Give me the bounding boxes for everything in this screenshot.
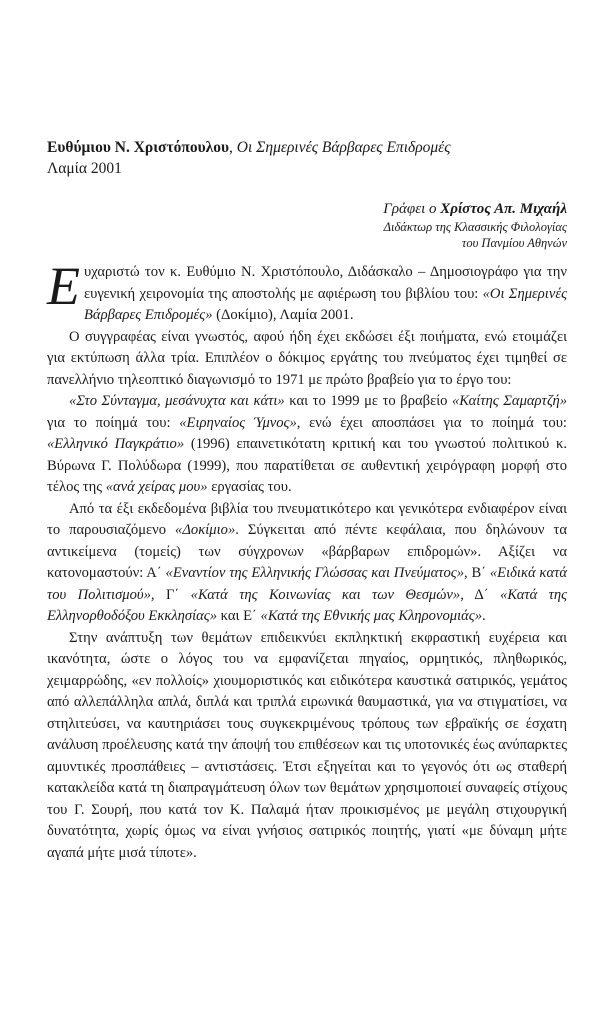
p1-text-c: (Δοκίμιο), Λαμία 2001. — [212, 307, 354, 323]
p3-h: (1996) επαινετικότατη κριτική και του γνωστού πολιτικού κ. Βύρωνα Γ. Πολύδωρα (1999), που παρατίθεται σε αυθεντική χειρόγραφη μορφή στο τέλος της — [47, 436, 567, 495]
place-year: Λαμία 2001 — [47, 160, 122, 177]
reviewer-name: Χρίστος Απ. Μιχαήλ — [440, 201, 567, 217]
paragraph-5: Στην ανάπτυξη των θεμάτων επιδεικνύει εκπληκτική εκφραστική ευχέρεια και ικανότητα, ώστε ο λόγος του να εμφανίζεται πηγαίος, ορμητικός, πληθωρικός, χειμαρρώδης, «εν πολλοίς» χιουμοριστικός και ειδικότερα καυστικά σατιρικός, γεμάτος από αλλεπάλληλα απλά, διπλά και τριπλά ειρωνικά θαυμαστικά, για να στιγματίσει, να στηλιτεύσει, να καυτηριάσει τους συγκεκριμένους τρόπους των εβραϊκής σε έσχατη ανάλυση προέλευσης κατά την άποψή του επιθέσεων και τις υποτονικές έως ανύπαρκτες αμυντικές προσπάθειες – αντιστάσεις. Έτσι εξηγείται και το γεγονός ότι ως σταθερή κατακλείδα κατά τη διαπραγμάτευση όλων των θεμάτων χρησιμοποιεί συναφείς στίχους του Γ. Σουρή, που κατά τον Κ. Παλαμά ήταν προικισμένος με μεγάλη στιχουργική δυνατότητα, χωρίς όμως να είναι γνήσιος σατιρικός ποιητής, γιατί «με δύναμη μήτε αγαπά μήτε μισά τίποτε». — [47, 629, 567, 861]
p3-c: «Καίτης Σαμαρτζή» — [451, 393, 567, 409]
p4-i: , Δ΄ — [460, 586, 501, 603]
p1-book-title: «Οι Σημερινές Βάρβαρες Επιδρομές» — [84, 285, 567, 323]
book-title: Οι Σημερινές Βάρβαρες Επιδρομές — [236, 139, 451, 156]
book-heading — [47, 137, 567, 179]
p4-l: «Κατά της Εθνικής μας Κληρονομιάς» — [260, 608, 482, 624]
p4-h: «Κατά της Κοινωνίας και των Θεσμών» — [190, 586, 461, 603]
p4-b: «Δοκίμιο» — [175, 522, 236, 538]
p4-a: Από τα έξι εκδεδομένα βιβλία του πνευματικότερο και γενικότερα ενδιαφέρον είναι το παρουσιαζόμενο — [47, 500, 567, 538]
p4-d: «Εναντίον της Ελληνικής Γλώσσας και Πνεύματος» — [165, 565, 464, 581]
paragraph-3 — [47, 391, 567, 499]
drop-cap: Ε — [47, 256, 80, 316]
reviewer-affiliation: του Πανμίου Αθηνών — [461, 236, 567, 250]
p4-c: . Σύγκειται από πέντε κεφάλαια, που δηλώνουν τα αντικείμενα (τομείς) των σύγχρονων «βάρβαρων επιδρομών». Αξίζει να κατονομαστούν: Α΄ — [47, 522, 567, 581]
p3-a: «Στο Σύνταγμα, μεσάνυχτα και κάτι» — [69, 393, 285, 409]
p3-i: «ανά χείρας μου» — [105, 479, 208, 495]
paragraph-4 — [47, 499, 567, 628]
p3-d: για το ποίημά του: — [47, 414, 180, 431]
p4-g: , Γ΄ — [150, 586, 191, 603]
reviewer-title: Διδάκτωρ της Κλασσικής Φιλολογίας — [383, 220, 567, 234]
byline-prefix: Γράφει ο — [383, 201, 441, 217]
p3-b: και το 1999 με το βραβείο — [284, 393, 452, 409]
p4-f: «Ειδικά κατά του Πολιτισμού» — [47, 565, 567, 603]
paragraph-1 — [47, 256, 567, 327]
p3-j: εργασίας του. — [207, 479, 292, 495]
review-byline — [237, 199, 567, 251]
p3-g: «Ελληνικό Παγκράτιο» — [47, 436, 185, 452]
p4-e: , Β΄ — [464, 565, 490, 581]
p4-m: . — [482, 608, 486, 624]
p4-j: «Κατά της Ελληνορθοδόξου Εκκλησίας» — [47, 586, 568, 624]
p1-text-a: υχαριστώ τον κ. Ευθύμιο Ν. Χριστόπουλο, Διδάσκαλο – Δημοσιογράφο για την ευγενική χειρονομία της αποστολής με αφιέρωση του βιβλίου του: — [84, 264, 567, 302]
p3-e: «Ειρηναίος Ύμνος» — [179, 414, 297, 431]
heading-separator: , — [229, 139, 237, 156]
byline-writer — [237, 199, 567, 219]
paragraph-2: Ο συγγραφέας είναι γνωστός, αφού ήδη έχει εκδώσει έξι ποιήματα, ενώ ετοιμάζει για εκτύπωση άλλα τρία. Επιπλέον ο δόκιμος εργάτης του πνεύματος έχει τιμηθεί σε πανελλήνιο τηλεοπτικό διαγωνισμό το 1971 με πρώτο βραβείο για το έργο του: — [47, 328, 567, 388]
p3-f: , ενώ έχει αποσπάσει για το ποίημά του: — [296, 414, 567, 431]
p4-k: και Ε΄ — [217, 608, 261, 624]
review-body — [47, 256, 568, 864]
author-name: Ευθύμιου Ν. Χριστόπουλου — [47, 139, 230, 156]
heading-line — [47, 137, 567, 158]
